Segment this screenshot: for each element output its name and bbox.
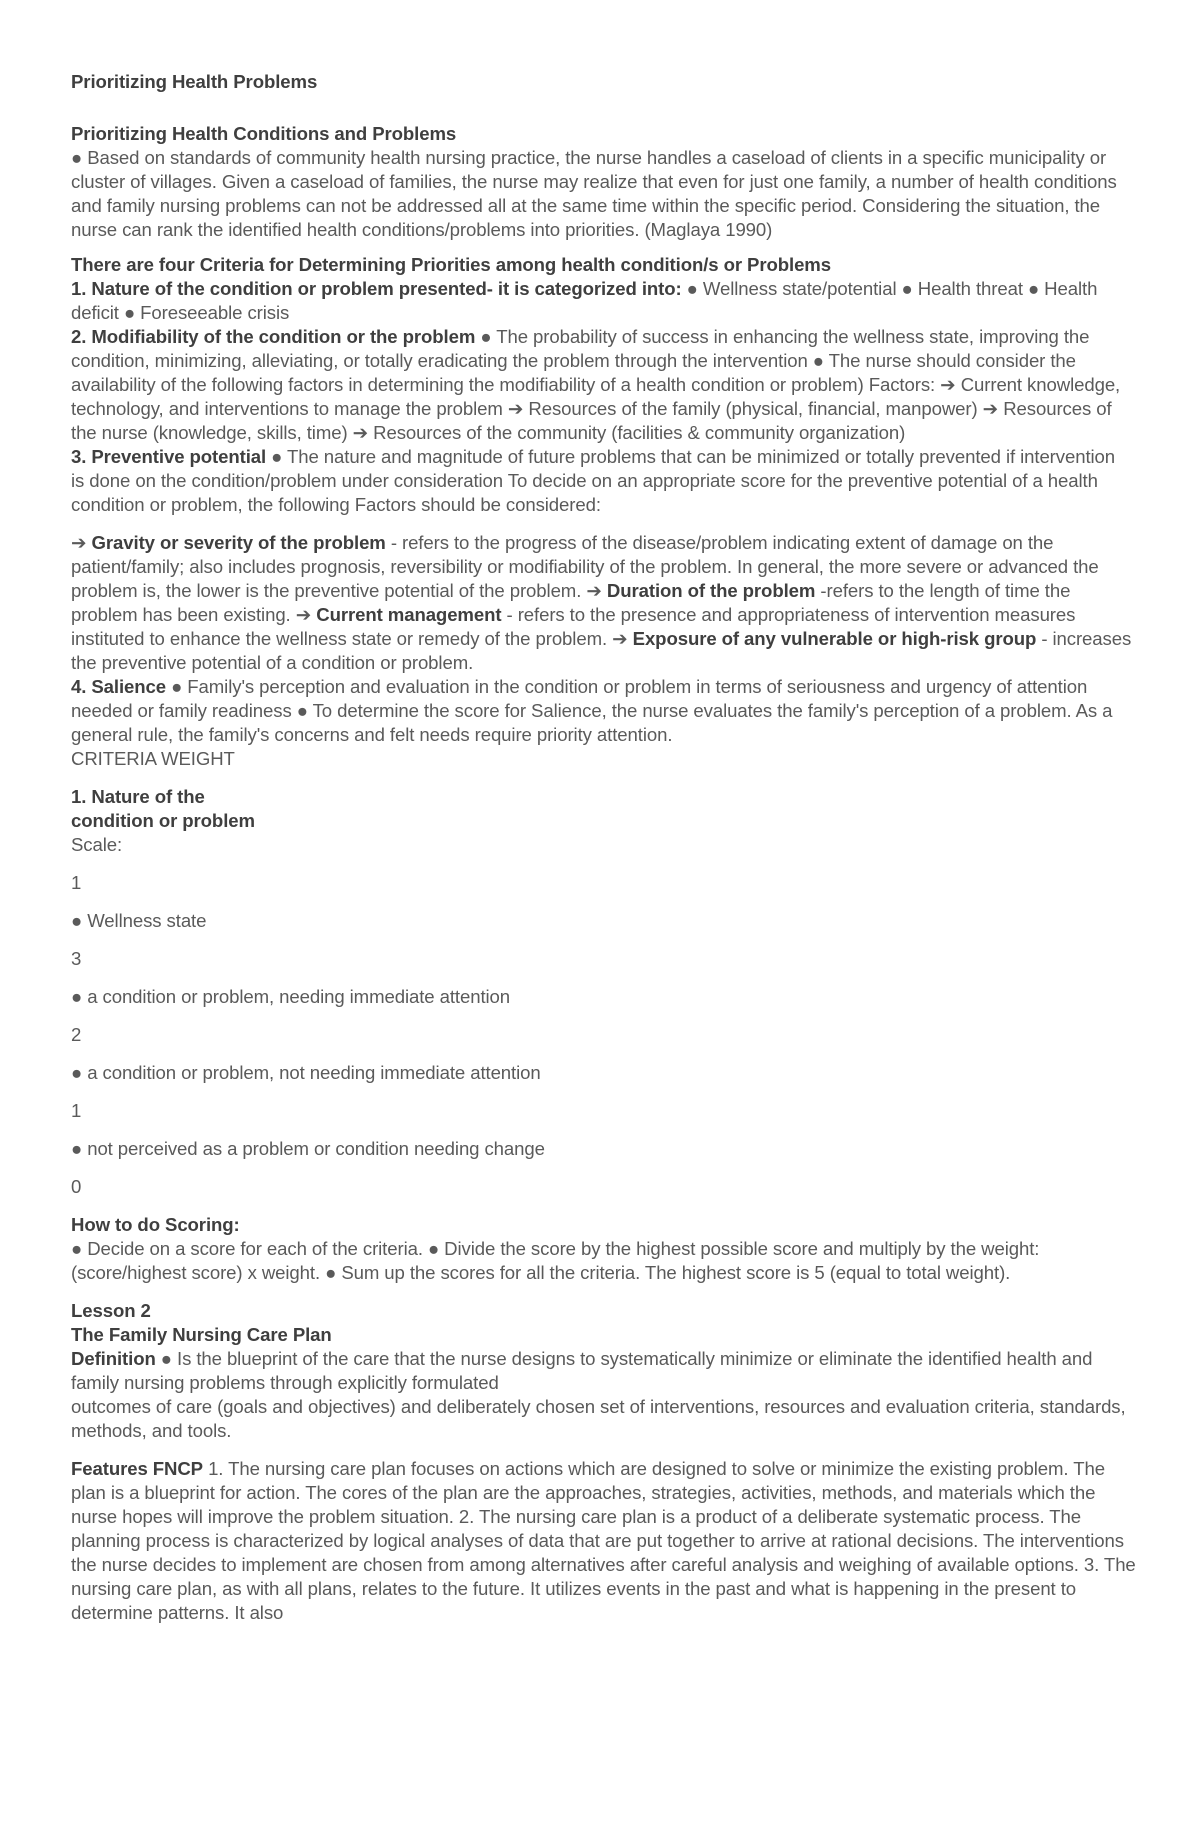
table-scale: Scale:	[71, 834, 123, 855]
criterion-4-text: ● Family's perception and evaluation in the condition or problem in terms of seriousness and urgency of attention needed or family readiness ● To determine the score for Salience, the nurse evaluates the family's perception of a problem. As a general rule, the family's concerns and felt needs require priority attention.	[71, 676, 1113, 745]
section-lesson2	[71, 1299, 1139, 1443]
definition-label: Definition	[71, 1348, 156, 1369]
table-value: 3	[71, 948, 82, 969]
criterion-3-continued: is done on the condition/problem under consideration To decide on an appropriate score for the preventive potential of a health condition or problem, the following Factors should be considered:	[71, 470, 1098, 515]
criterion-2-label: 2. Modifiability of the condition or the problem	[71, 326, 476, 347]
document-title: Prioritizing Health Problems	[71, 71, 318, 92]
lesson-number: Lesson 2	[71, 1300, 151, 1321]
criterion-1-text: ● Wellness state/potential ● Health threat ● Health deficit ● Foreseeable crisis	[71, 278, 1098, 323]
scoring-body: ● Decide on a score for each of the criteria. ● Divide the score by the highest possible score and multiply by the weight: (score/highest score) x weight. ● Sum up the scores for all the criteria. The highest score is 5 (equal to total weight).	[71, 1238, 1040, 1283]
criteria-weight-header: CRITERIA WEIGHT	[71, 748, 235, 769]
criterion-3-text: ● The nature and magnitude of future problems that can be minimized or totally prevented if intervention	[266, 446, 1116, 467]
document-page	[71, 70, 1139, 1625]
table-criterion	[71, 785, 1139, 857]
definition-continued: outcomes of care (goals and objectives) and deliberately chosen set of interventions, resources and evaluation criteria, standards, methods, and tools.	[71, 1396, 1126, 1441]
table-value: 1	[71, 872, 82, 893]
section-heading: Prioritizing Health Conditions and Problems	[71, 123, 457, 144]
factor-management-text: - refers to the presence and appropriateness of intervention measures instituted to enhance the wellness state or remedy of the problem. ➔	[71, 604, 1076, 649]
spacer	[71, 94, 1139, 108]
table-item: ● Wellness state	[71, 910, 207, 931]
section-features	[71, 1457, 1139, 1625]
criterion-3-label: 3. Preventive potential	[71, 446, 267, 467]
criteria-heading: There are four Criteria for Determining Priorities among health condition/s or Problems	[71, 254, 831, 275]
table-value: 1	[71, 1100, 82, 1121]
table-label-line2: condition or problem	[71, 810, 255, 831]
factor-exposure-text: - increases the preventive potential of a condition or problem.	[71, 628, 1132, 673]
table-label-line1: 1. Nature of the	[71, 786, 205, 807]
factor-management-label: Current management	[316, 604, 502, 625]
scoring-heading: How to do Scoring:	[71, 1214, 240, 1235]
factor-arrow: ➔	[71, 532, 92, 553]
section-scoring	[71, 1213, 1139, 1285]
criterion-1-label: 1. Nature of the condition or problem presented- it is categorized into:	[71, 278, 682, 299]
lesson-title: The Family Nursing Care Plan	[71, 1324, 332, 1345]
definition-text: ● Is the blueprint of the care that the nurse designs to systematically minimize or eliminate the identified health and family nursing problems through explicitly formulated	[71, 1348, 1093, 1393]
features-text: 1. The nursing care plan focuses on actions which are designed to solve or minimize the existing problem. The plan is a blueprint for action. The cores of the plan are the approaches, strategies, activities, methods, and materials which the nurse hopes will improve the problem situation. 2. The nursing care plan is a product of a deliberate systematic process. The planning process is characterized by logical analyses of data that are put together to arrive at rational decisions. The interventions the nurse decides to implement are chosen from among alternatives after careful analysis and weighing of available options. 3. The nursing care plan, as with all plans, relates to the future. It utilizes events in the past and what is happening in the present to determine patterns. It also	[71, 1458, 1136, 1623]
factor-exposure-label: Exposure of any vulnerable or high-risk group	[632, 628, 1037, 649]
features-label: Features FNCP	[71, 1458, 203, 1479]
table-value: 2	[71, 1024, 82, 1045]
section-factors	[71, 531, 1139, 771]
table-item: ● a condition or problem, needing immediate attention	[71, 986, 511, 1007]
factor-gravity-text: - refers to the progress of the disease/problem indicating extent of damage on the patient/family; also includes prognosis, reversibility or modifiability of the problem. In general, the more severe or advanced the problem is, the lower is the preventive potential of the problem. ➔	[71, 532, 1099, 601]
section-prioritizing	[71, 122, 1139, 242]
section-criteria	[71, 253, 1139, 517]
factor-duration-label: Duration of the problem	[606, 580, 816, 601]
section-body: ● Based on standards of community health nursing practice, the nurse handles a caseload of clients in a specific municipality or cluster of villages. Given a caseload of families, the nurse may realize that even for just one family, a number of health conditions and family nursing problems can not be addressed all at the same time within the specific period. Considering the situation, the nurse can rank the identified health conditions/problems into priorities. (Maglaya 1990)	[71, 147, 1117, 240]
criterion-4-label: 4. Salience	[71, 676, 167, 697]
criterion-2-text: ● The probability of success in enhancing the wellness state, improving the condition, minimizing, alleviating, or totally eradicating the problem through the intervention ● The nurse should consider the availability of the following factors in determining the modifiability of a health condition or problem) Factors: ➔ Current knowledge, technology, and interventions to manage the problem ➔ Resources of the family (physical, financial, manpower) ➔ Resources of the nurse (knowledge, skills, time) ➔ Resources of the community (facilities & community organization)	[71, 326, 1121, 443]
table-item: ● a condition or problem, not needing immediate attention	[71, 1062, 541, 1083]
table-value: 0	[71, 1176, 82, 1197]
table-item: ● not perceived as a problem or condition needing change	[71, 1138, 545, 1159]
factor-gravity-label: Gravity or severity of the problem	[91, 532, 386, 553]
factor-duration-text: -refers to the length of time the problem has been existing. ➔	[71, 580, 1071, 625]
